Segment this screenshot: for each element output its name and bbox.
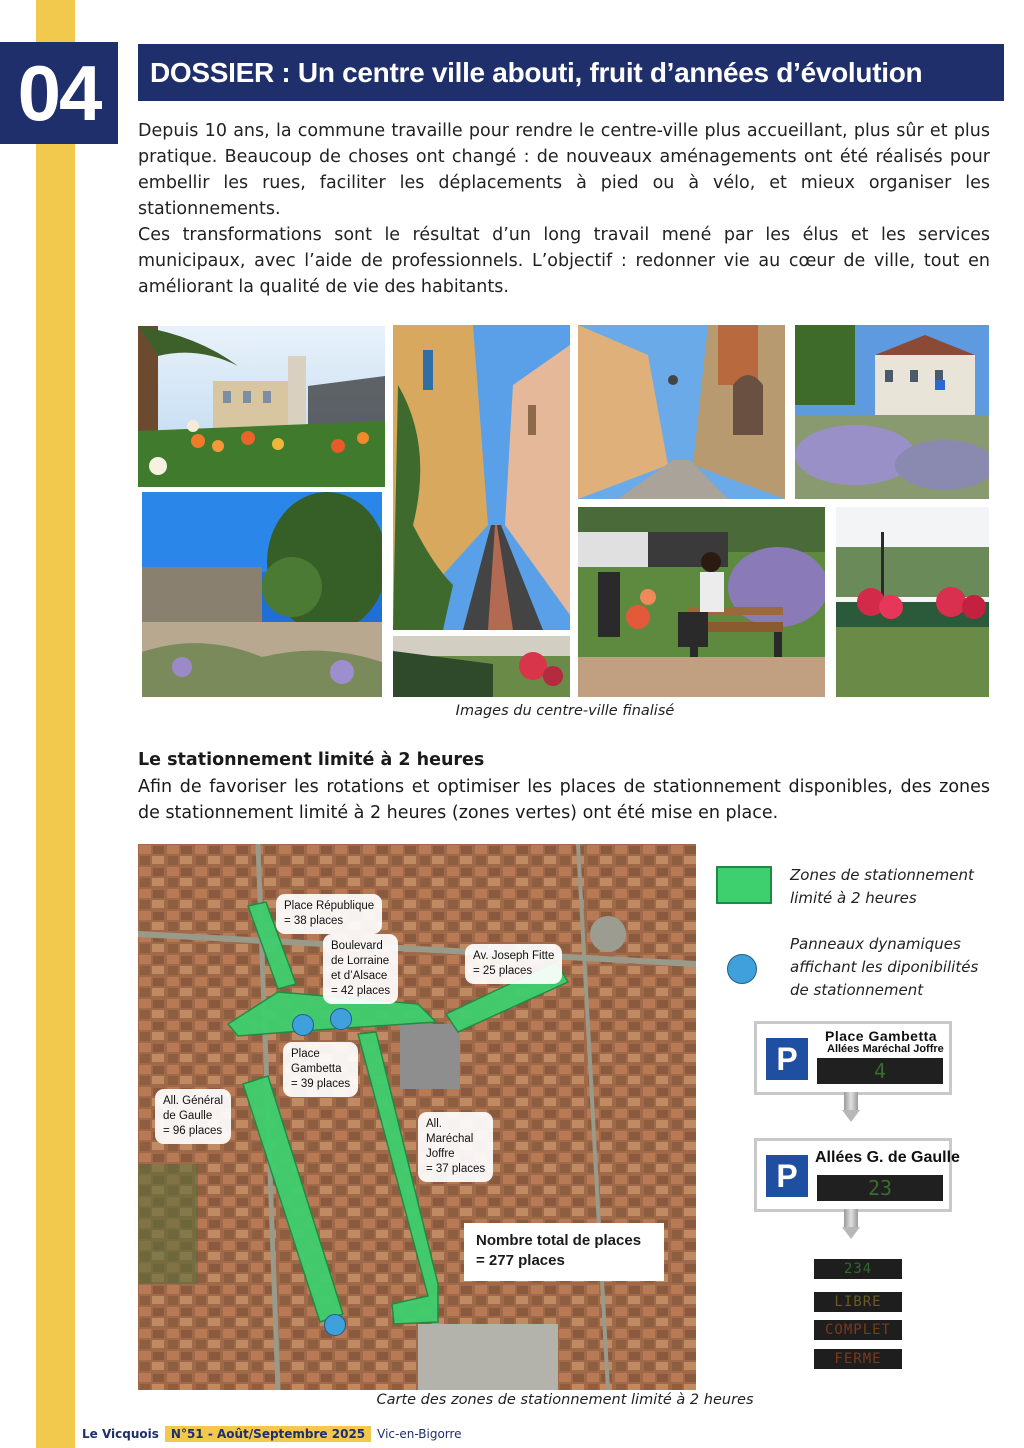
map-label-av-joseph-fitte: Av. Joseph Fitte = 25 places — [465, 944, 562, 984]
photos-caption: Images du centre-ville finalisé — [455, 703, 675, 719]
led-state-count: 234 — [814, 1259, 902, 1279]
photo-lavender-house — [795, 325, 989, 499]
map-label-general-de-gaulle: All. Général de Gaulle = 96 places — [155, 1089, 231, 1144]
map-label-boulevard-lorraine: Boulevard de Lorraine et d’Alsace = 42 places — [323, 934, 398, 1004]
led-state-libre: LIBRE — [814, 1292, 902, 1312]
intro-paragraph-2: Ces transformations sont le résultat d’un long travail mené par les élus et les services municipaux, avec l’aide de professionnels. L’objectif : redonner vie au cœur de ville, tout en améliorant la qualité de vie des habitants. — [138, 225, 990, 297]
photo-garden-square — [138, 326, 385, 487]
footer-issue: N°51 - Août/Septembre 2025 — [165, 1426, 371, 1442]
sign-display: 4 — [817, 1058, 943, 1084]
photo-bridge-railing — [393, 636, 570, 697]
sign-title: Allées G. de Gaulle — [815, 1149, 960, 1166]
photo-flower-bridge — [836, 507, 989, 697]
dynamic-panel-marker — [292, 1014, 314, 1036]
map-caption: Carte des zones de stationnement limité à 2 heures — [376, 1392, 754, 1408]
dynamic-panel-marker — [324, 1314, 346, 1336]
photo-park-tree — [142, 492, 382, 697]
legend-panels-text: Panneaux dynamiques affichant les diponibilités de stationnement — [790, 935, 979, 999]
sign-post — [844, 1092, 858, 1112]
sign-post — [844, 1209, 858, 1229]
legend-zones-text: Zones de stationnement limité à 2 heures — [790, 866, 974, 907]
map-label-place-republique: Place République = 38 places — [276, 894, 382, 934]
sign-subtitle: Allées Maréchal Joffre — [827, 1043, 944, 1055]
led-state-complet: COMPLET — [814, 1320, 902, 1340]
legend-zone-swatch — [716, 866, 772, 904]
map-total-places: Nombre total de places = 277 places — [464, 1223, 664, 1281]
sign-allees-de-gaulle — [754, 1138, 960, 1212]
footer — [82, 1426, 462, 1442]
parking-p-icon: P — [766, 1038, 808, 1080]
section-heading: Le stationnement limité à 2 heures — [138, 750, 485, 770]
sign-place-gambetta — [754, 1021, 952, 1095]
page-title: DOSSIER : Un centre ville abouti, fruit d’années d’évolution — [138, 44, 1004, 101]
parking-map — [138, 844, 696, 1390]
intro-text — [138, 118, 990, 300]
yellow-side-bar — [36, 0, 75, 1448]
legend-panel-dot — [727, 954, 757, 984]
map-label-place-gambetta: Place Gambetta = 39 places — [283, 1042, 358, 1097]
sign-post-arrow — [842, 1110, 860, 1122]
footer-town: Vic-en-Bigorre — [377, 1427, 462, 1441]
intro-paragraph-1: Depuis 10 ans, la commune travaille pour rendre le centre-ville plus accueillant, plus sûr et plus pratique. Beaucoup de choses ont changé : de nouveaux aménagements ont été réalisés pour embellir les rues, faciliter les déplacements à pied ou à vélo, et mieux organiser les stationnements. — [138, 121, 990, 219]
sign-post-arrow — [842, 1227, 860, 1239]
section-body: Afin de favoriser les rotations et optimiser les places de stationnement disponibles, des zones de stationnement limité à 2 heures (zones vertes) ont été mise en place. — [138, 777, 990, 823]
parking-p-icon: P — [766, 1155, 808, 1197]
footer-magazine: Le Vicquois — [82, 1427, 159, 1441]
photo-church-street — [578, 325, 785, 499]
photo-bench-woman — [578, 507, 825, 697]
page-number: 04 — [0, 42, 118, 144]
photo-narrow-street — [393, 325, 570, 630]
sign-display: 23 — [817, 1175, 943, 1201]
dynamic-panel-marker — [330, 1008, 352, 1030]
map-label-marechal-joffre: All. Maréchal Joffre = 37 places — [418, 1112, 493, 1182]
led-state-ferme: FERME — [814, 1349, 902, 1369]
sign-title: Place Gambetta — [825, 1028, 938, 1044]
